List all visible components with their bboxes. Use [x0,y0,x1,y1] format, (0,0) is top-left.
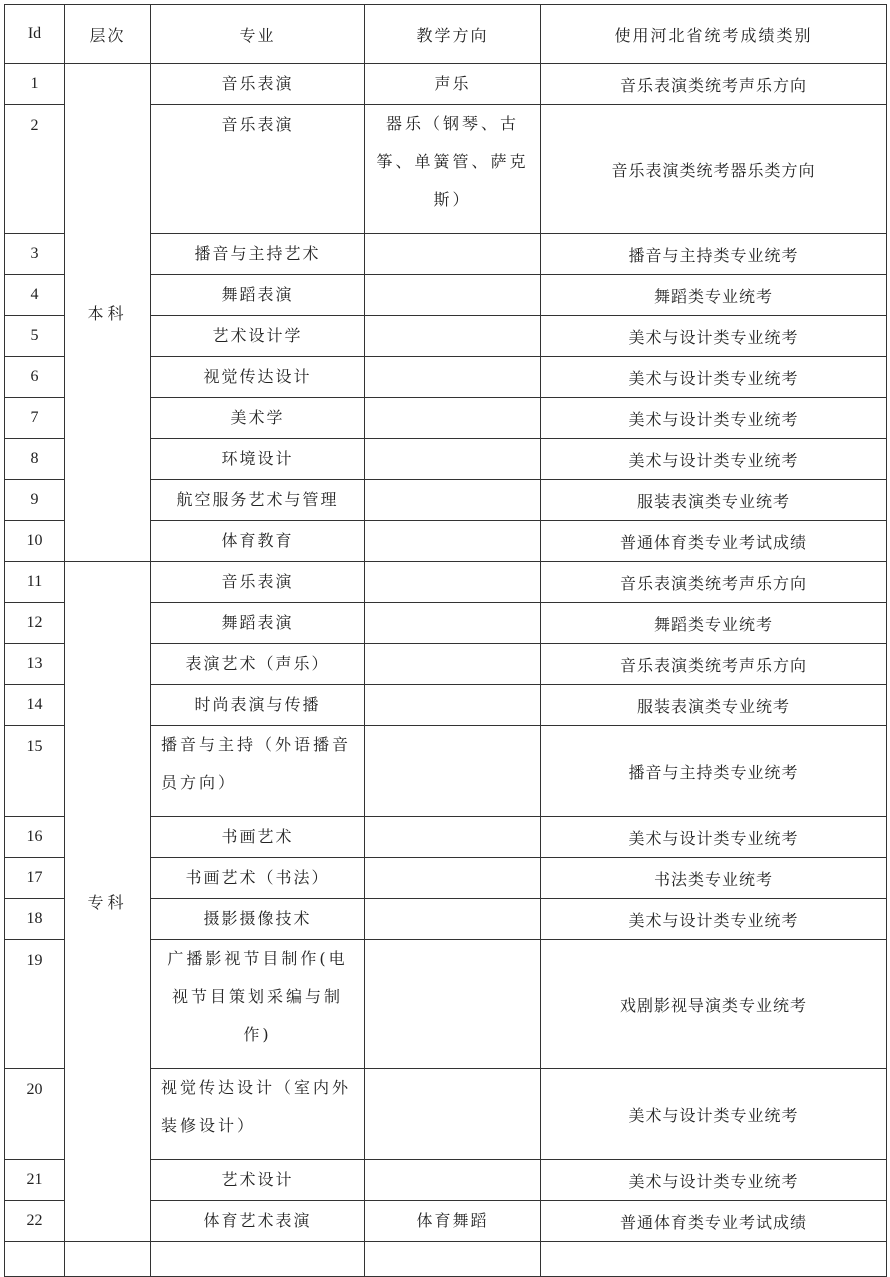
row-id: 1 [5,64,65,105]
major-name: 航空服务艺术与管理 [151,480,365,521]
empty-cell [65,1242,151,1277]
major-name: 播音与主持（外语播音员方向） [151,726,365,817]
major-name: 音乐表演 [151,105,365,234]
teaching-direction: 体育舞蹈 [365,1201,541,1242]
row-id: 16 [5,817,65,858]
empty-cell [365,1242,541,1277]
empty-row [5,1242,887,1277]
major-name: 舞蹈表演 [151,603,365,644]
row-id: 7 [5,398,65,439]
empty-cell [541,1242,887,1277]
exam-category: 美术与设计类专业统考 [541,1160,887,1201]
exam-category: 普通体育类专业考试成绩 [541,521,887,562]
exam-category: 书法类专业统考 [541,858,887,899]
teaching-direction [365,1069,541,1160]
major-name: 视觉传达设计（室内外装修设计） [151,1069,365,1160]
row-id: 3 [5,234,65,275]
header-row [5,5,887,64]
exam-category: 戏剧影视导演类专业统考 [541,940,887,1069]
teaching-direction [365,439,541,480]
row-id: 18 [5,899,65,940]
row-id: 4 [5,275,65,316]
teaching-direction [365,521,541,562]
major-name: 音乐表演 [151,64,365,105]
row-id: 9 [5,480,65,521]
row-id: 22 [5,1201,65,1242]
header-category: 使用河北省统考成绩类别 [541,5,887,64]
major-name: 表演艺术（声乐） [151,644,365,685]
teaching-direction [365,480,541,521]
teaching-direction [365,817,541,858]
exam-category: 音乐表演类统考声乐方向 [541,562,887,603]
exam-category: 音乐表演类统考器乐类方向 [541,105,887,234]
row-id: 20 [5,1069,65,1160]
major-name: 环境设计 [151,439,365,480]
major-name: 美术学 [151,398,365,439]
table-row [5,562,887,603]
teaching-direction [365,685,541,726]
teaching-direction: 声乐 [365,64,541,105]
teaching-direction [365,316,541,357]
major-name: 舞蹈表演 [151,275,365,316]
row-id: 12 [5,603,65,644]
exam-category: 美术与设计类专业统考 [541,899,887,940]
header-level: 层次 [65,5,151,64]
row-id: 2 [5,105,65,234]
exam-category: 美术与设计类专业统考 [541,316,887,357]
exam-category: 美术与设计类专业统考 [541,1069,887,1160]
major-name: 艺术设计学 [151,316,365,357]
teaching-direction [365,562,541,603]
row-id: 10 [5,521,65,562]
exam-category: 美术与设计类专业统考 [541,817,887,858]
row-id: 6 [5,357,65,398]
major-name: 体育艺术表演 [151,1201,365,1242]
teaching-direction [365,940,541,1069]
exam-category: 音乐表演类统考声乐方向 [541,644,887,685]
major-name: 广播影视节目制作(电视节目策划采编与制作) [151,940,365,1069]
level-undergrad: 本科 [65,64,151,562]
empty-cell [5,1242,65,1277]
exam-category: 舞蹈类专业统考 [541,603,887,644]
table-row [5,64,887,105]
exam-category: 舞蹈类专业统考 [541,275,887,316]
major-name: 书画艺术 [151,817,365,858]
exam-category: 服装表演类专业统考 [541,685,887,726]
empty-cell [151,1242,365,1277]
header-direction: 教学方向 [365,5,541,64]
exam-category: 美术与设计类专业统考 [541,398,887,439]
exam-category: 播音与主持类专业统考 [541,726,887,817]
teaching-direction [365,398,541,439]
teaching-direction [365,234,541,275]
major-name: 摄影摄像技术 [151,899,365,940]
teaching-direction [365,858,541,899]
major-name: 播音与主持艺术 [151,234,365,275]
major-name: 时尚表演与传播 [151,685,365,726]
major-name: 书画艺术（书法） [151,858,365,899]
exam-category: 播音与主持类专业统考 [541,234,887,275]
teaching-direction [365,1160,541,1201]
row-id: 19 [5,940,65,1069]
exam-category: 服装表演类专业统考 [541,480,887,521]
teaching-direction [365,726,541,817]
level-junior: 专科 [65,562,151,1242]
major-name: 体育教育 [151,521,365,562]
teaching-direction: 器乐（钢琴、古筝、单簧管、萨克斯） [365,105,541,234]
teaching-direction [365,603,541,644]
teaching-direction [365,899,541,940]
row-id: 21 [5,1160,65,1201]
row-id: 14 [5,685,65,726]
major-category-table [4,4,887,1277]
teaching-direction [365,275,541,316]
major-name: 视觉传达设计 [151,357,365,398]
exam-category: 音乐表演类统考声乐方向 [541,64,887,105]
major-name: 艺术设计 [151,1160,365,1201]
major-name: 音乐表演 [151,562,365,603]
row-id: 17 [5,858,65,899]
row-id: 5 [5,316,65,357]
row-id: 13 [5,644,65,685]
header-major: 专业 [151,5,365,64]
row-id: 15 [5,726,65,817]
row-id: 11 [5,562,65,603]
exam-category: 美术与设计类专业统考 [541,439,887,480]
teaching-direction [365,357,541,398]
exam-category: 美术与设计类专业统考 [541,357,887,398]
exam-category: 普通体育类专业考试成绩 [541,1201,887,1242]
teaching-direction [365,644,541,685]
header-id: Id [5,5,65,64]
row-id: 8 [5,439,65,480]
